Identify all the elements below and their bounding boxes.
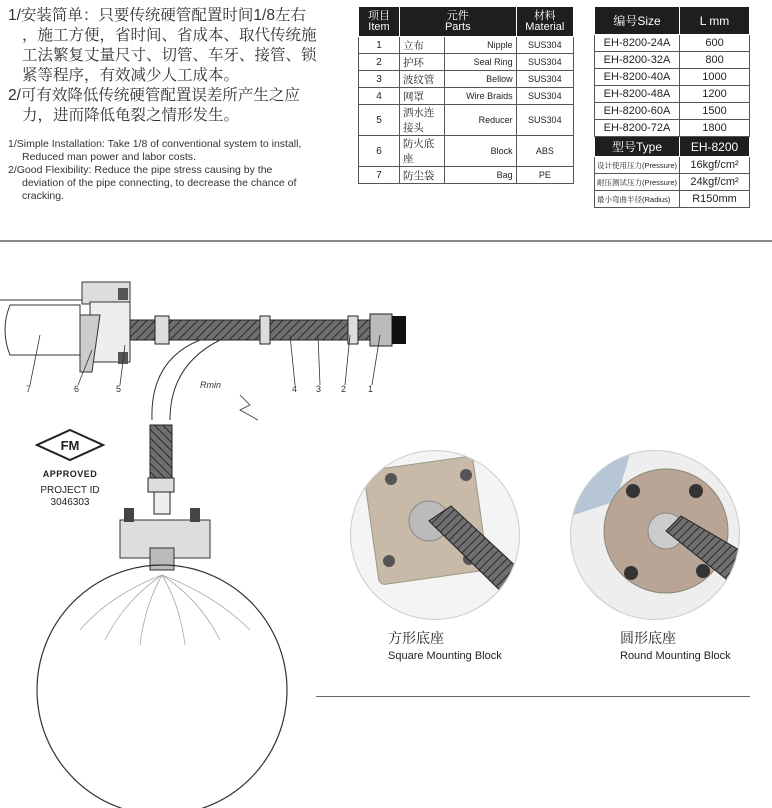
parts-table xyxy=(358,6,574,184)
table-row: 5 洒水连接头 Reducer SUS304 xyxy=(359,105,574,136)
svg-text:FM: FM xyxy=(60,438,80,453)
spec-header-length: L mm xyxy=(680,7,750,35)
intro-en-line: 1/Simple Installation: Take 1/8 of conventional system to install, xyxy=(8,138,302,150)
table-row: EH-8200-48A 1200 xyxy=(595,86,750,103)
table-row: 4 网罩 Wire Braids SUS304 xyxy=(359,88,574,105)
rmin-label: Rmin xyxy=(200,380,222,390)
intro-chinese xyxy=(8,6,338,126)
spec-table xyxy=(594,6,750,208)
callout-1: 1 xyxy=(368,384,374,394)
square-block-caption: 方形底座 Square Mounting Block xyxy=(388,630,502,662)
parts-header-material: 材料 Material xyxy=(516,7,573,37)
bottom-divider xyxy=(316,696,750,697)
callout-4: 4 xyxy=(292,384,298,394)
table-row: 最小弯曲半径(Radius) R150mm xyxy=(595,191,750,208)
callout-7: 7 xyxy=(26,384,32,394)
fm-approval xyxy=(30,428,110,509)
round-block-caption: 圆形底座 Round Mounting Block xyxy=(620,630,731,662)
callout-5: 5 xyxy=(116,384,122,394)
callout-6: 6 xyxy=(74,384,80,394)
table-row: 设计使用压力(Pressure) 16kgf/cm² xyxy=(595,157,750,174)
intro-cn-line: 工法繁复丈量尺寸、切管、车牙、接管、锁 xyxy=(22,47,317,64)
parts-header-item: 项目 Item xyxy=(359,7,400,37)
project-id: PROJECT ID 3046303 xyxy=(40,485,100,508)
table-row: EH-8200-60A 1500 xyxy=(595,103,750,120)
intro-cn-line: ，施工方便，省时间、省成本、取代传统施 xyxy=(22,27,317,44)
fm-approved-label: APPROVED xyxy=(42,469,98,479)
table-row: 6 防火底座 Block ABS xyxy=(359,136,574,167)
intro-cn-line: 紧等程序，有效减少人工成本。 xyxy=(22,67,240,84)
table-row: 2 护环 Seal Ring SUS304 xyxy=(359,54,574,71)
table-row: 1 立布 Nipple SUS304 xyxy=(359,37,574,54)
intro-english xyxy=(8,138,338,203)
table-row xyxy=(595,137,750,157)
intro-en-line: cracking. xyxy=(22,190,65,202)
intro-en-line: 2/Good Flexibility: Reduce the pipe stress causing by the xyxy=(8,164,273,176)
table-row: 3 波纹管 Bellow SUS304 xyxy=(359,71,574,88)
round-block-photo xyxy=(570,450,740,620)
parts-header-part: 元件 Parts xyxy=(399,7,516,37)
table-row: EH-8200-72A 1800 xyxy=(595,120,750,137)
table-row: 7 防尘袋 Bag PE xyxy=(359,167,574,184)
spec-header-type-value: EH-8200 xyxy=(680,137,750,157)
table-row: 耐压测试压力(Pressure) 24kgf/cm² xyxy=(595,174,750,191)
spec-header-size: 编号Size xyxy=(595,7,680,35)
intro-cn-line: 力，进而降低龟裂之情形发生。 xyxy=(22,107,240,124)
square-block-photo xyxy=(350,450,520,620)
intro-en-line: Reduced man power and labor costs. xyxy=(22,151,196,163)
intro-cn-line: 2/可有效降低传统硬管配置误差所产生之应 xyxy=(8,87,300,104)
callout-2: 2 xyxy=(341,384,347,394)
table-row: EH-8200-32A 800 xyxy=(595,52,750,69)
fm-logo-icon xyxy=(35,428,105,462)
spec-header-type: 型号Type xyxy=(595,137,680,157)
intro-cn-line: 1/安装简单：只要传统硬管配置时间1/8左右 xyxy=(8,7,306,24)
callout-3: 3 xyxy=(316,384,322,394)
table-row: EH-8200-40A 1000 xyxy=(595,69,750,86)
section-divider xyxy=(0,240,772,242)
table-row: EH-8200-24A 600 xyxy=(595,35,750,52)
intro-en-line: deviation of the pipe connecting, to decrease the chance of xyxy=(22,177,297,189)
